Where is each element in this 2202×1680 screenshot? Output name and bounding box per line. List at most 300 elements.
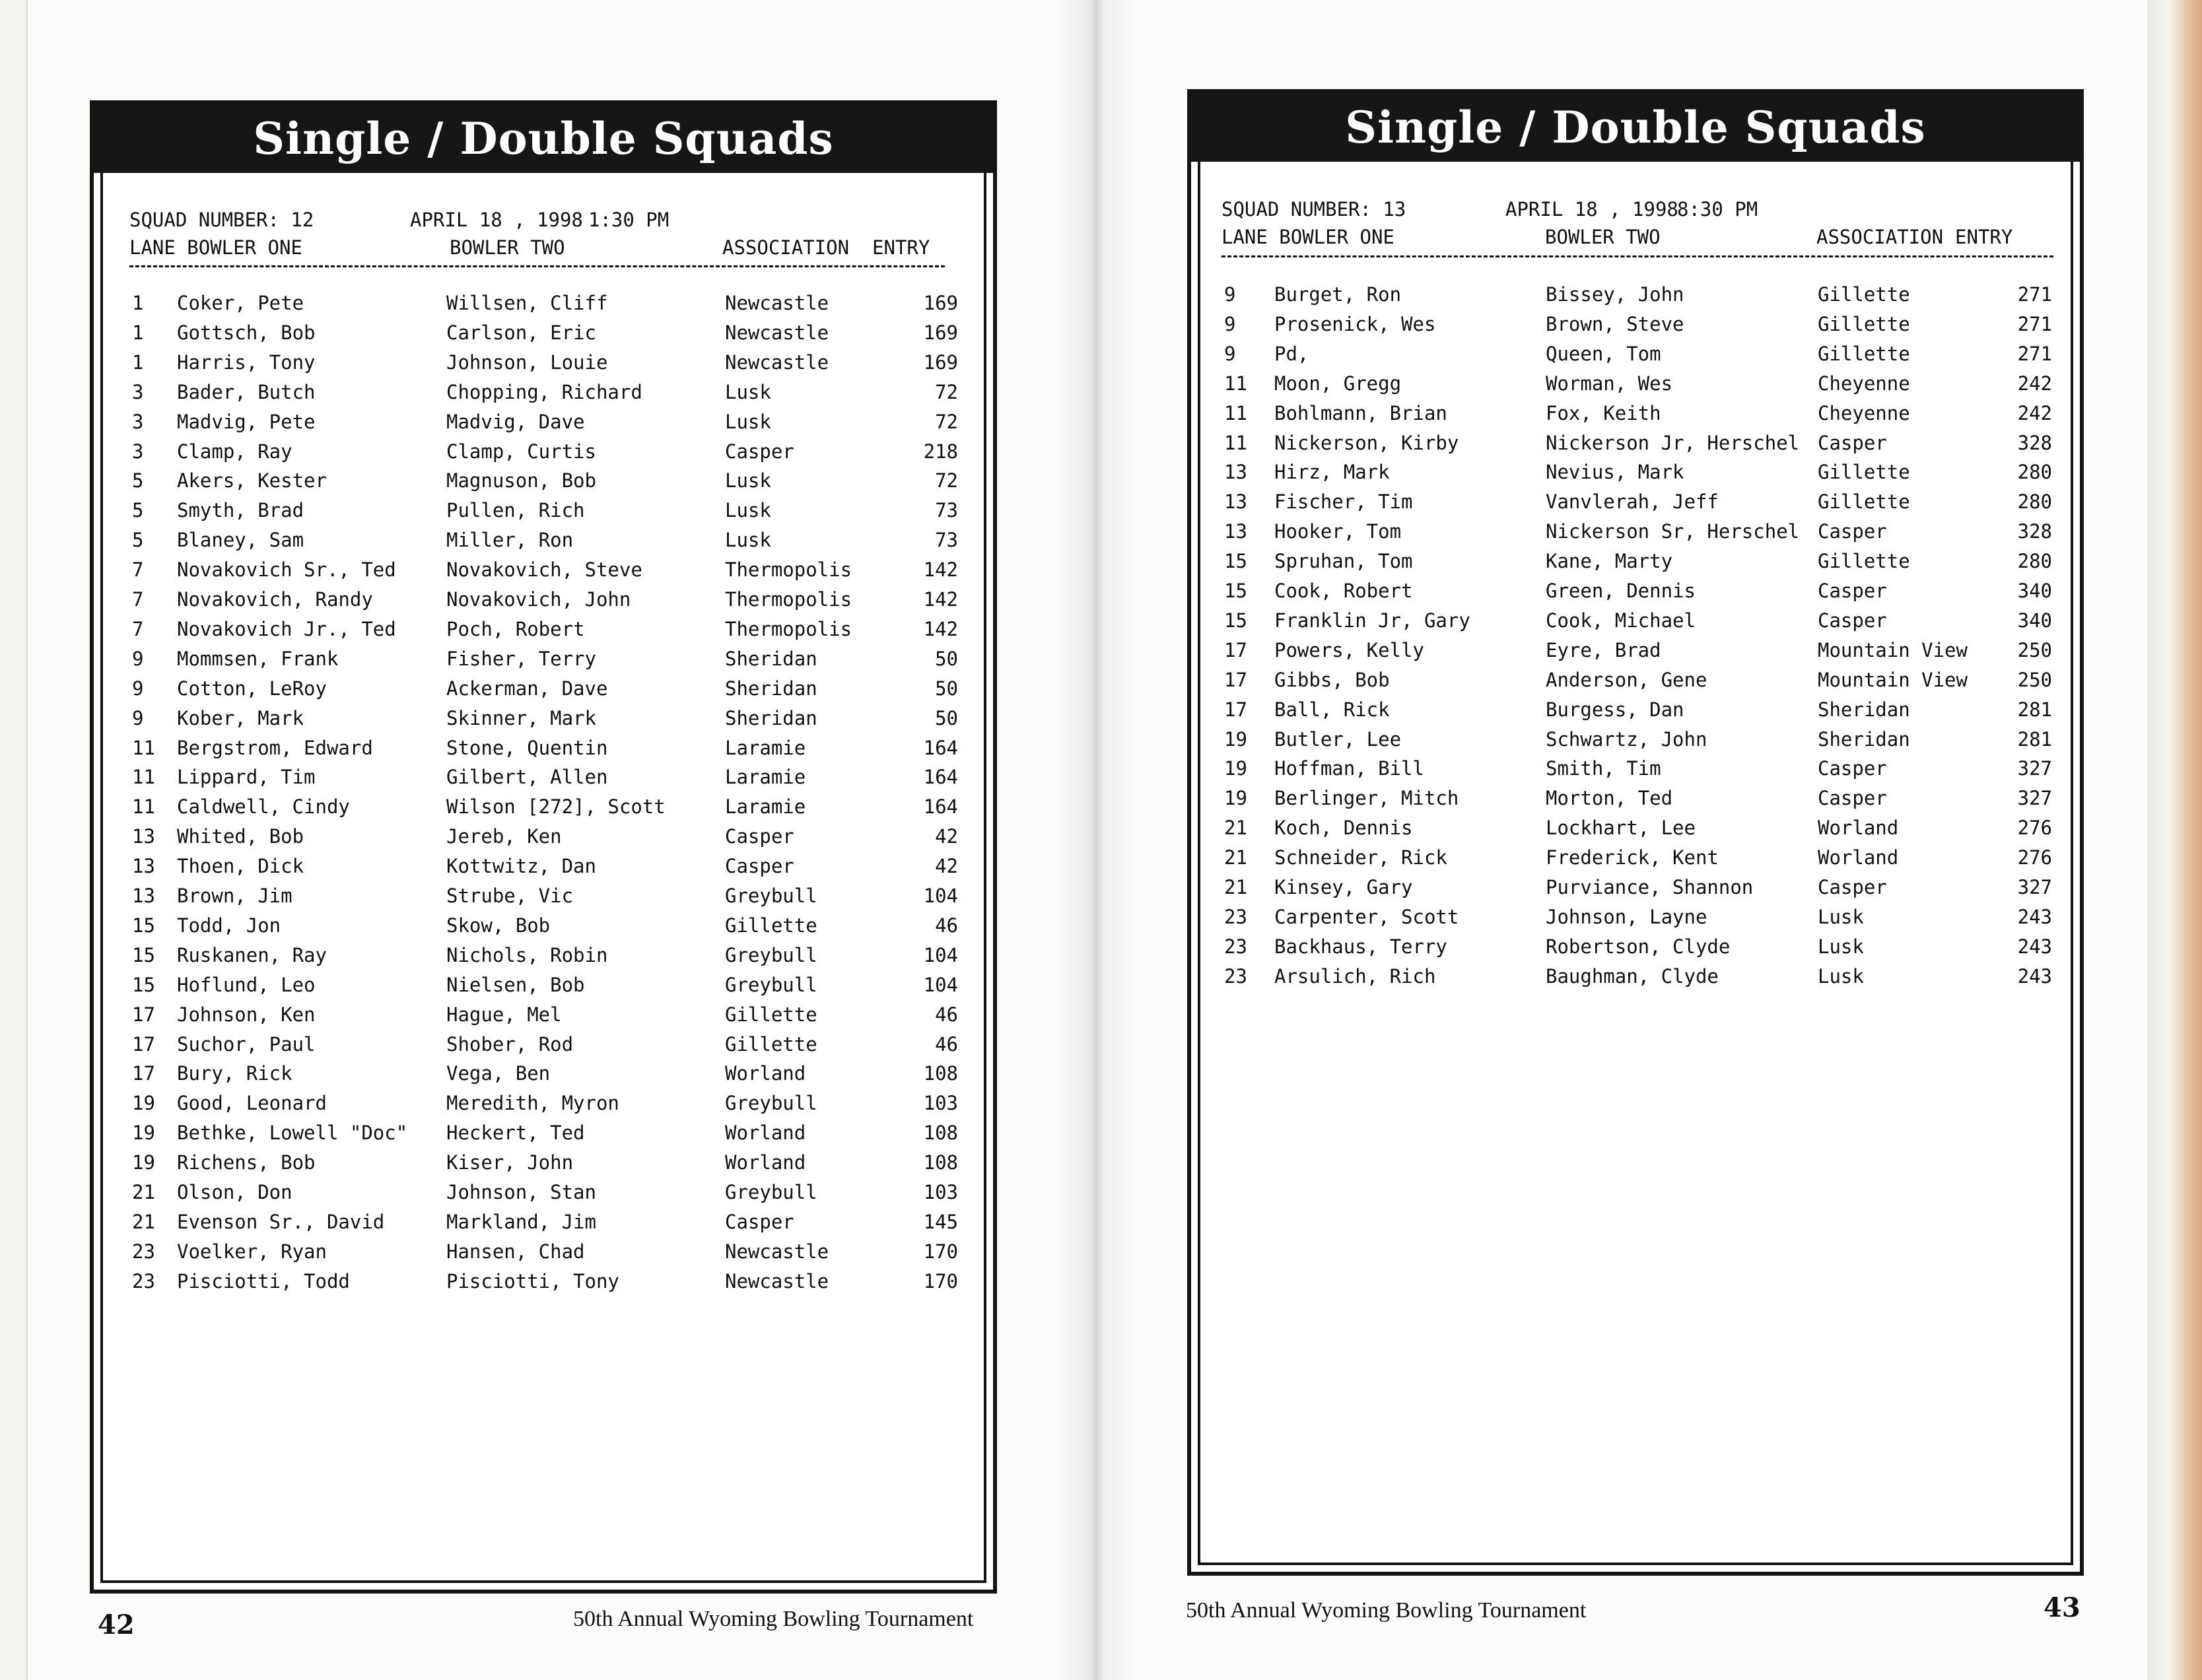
association: Lusk [1818,935,1864,958]
table-row [103,321,984,351]
bowler-one: Caldwell, Cindy [177,795,350,819]
table-row [103,469,984,499]
bowler-two: Purviance, Shannon [1546,876,1754,898]
table-row [103,707,984,737]
entry-number: 340 [2017,580,2052,602]
table-row [1200,669,2071,698]
association: Newcastle [725,1240,829,1263]
bowler-one: Hooker, Tom [1274,520,1402,543]
lane-number: 15 [1224,609,1247,632]
table-row [1200,728,2071,758]
association: Lusk [1818,905,1864,928]
entry-number: 72 [935,410,958,433]
footer-title-left: 50th Annual Wyoming Bowling Tournament [573,1607,974,1631]
association: Worland [1818,846,1899,869]
bowler-two: Kottwitz, Dan [446,855,596,878]
entry-number: 164 [923,736,958,759]
bowler-two: Burgess, Dan [1546,698,1684,721]
entry-number: 73 [935,499,958,522]
header-lane-bowler-one: LANE BOWLER ONE [129,236,302,259]
bowler-two: Madvig, Dave [446,410,585,433]
association: Newcastle [725,351,829,374]
bowler-two: Vega, Ben [446,1062,551,1085]
bowler-two: Smith, Tim [1546,757,1661,780]
entry-number: 50 [935,647,958,670]
lane-number: 23 [1224,964,1247,988]
bowler-two: Wilson [272], Scott [446,795,666,819]
entry-number: 104 [923,973,958,996]
lane-number: 23 [132,1240,155,1263]
bowler-one: Olson, Don [177,1181,292,1203]
bowler-one: Smyth, Brad [177,499,304,522]
lane-number: 15 [1224,550,1247,573]
bowler-two: Chopping, Richard [446,380,642,403]
bowler-two: Hague, Mel [446,1003,562,1026]
bowler-one: Ruskanen, Ray [177,943,327,966]
table-row [1200,906,2071,935]
entry-number: 327 [2017,876,2052,898]
entry-number: 243 [2017,964,2052,988]
table-row [103,914,984,944]
entry-number: 250 [2017,638,2052,661]
table-row [1200,817,2071,846]
lane-number: 17 [132,1062,155,1085]
table-row [103,825,984,855]
bowler-one: Gottsch, Bob [177,321,316,344]
bowler-two: Strube, Vic [446,885,574,907]
header-lane-bowler-one: LANE BOWLER ONE [1221,226,1394,248]
table-row [1200,313,2071,343]
lane-number: 21 [1224,817,1247,840]
association: Newcastle [725,292,829,314]
table-row [103,677,984,707]
association: Lusk [725,469,771,492]
table-row [103,1062,984,1092]
entry-number: 328 [2017,520,2052,543]
association: Sheridan [1818,727,1910,751]
banner-title: Single / Double Squads [1191,93,2080,162]
lane-number: 3 [132,410,144,433]
lane-number: 9 [1224,312,1236,335]
lane-number: 19 [1224,787,1247,810]
bowler-one: Clamp, Ray [177,440,292,463]
bowler-two: Nevius, Mark [1546,461,1684,484]
lane-number: 13 [132,825,155,848]
lane-number: 7 [132,617,144,640]
bowler-two: Miller, Ron [446,529,574,552]
association: Casper [1818,787,1887,810]
table-row [103,588,984,618]
table-row [1200,490,2071,520]
page-number-left: 42 [98,1609,135,1640]
bowler-two: Nichols, Robin [446,943,608,966]
footer-title-right: 50th Annual Wyoming Bowling Tournament [1186,1598,1587,1623]
association: Sheridan [725,706,817,729]
table-row [1200,876,2071,906]
bowler-two: Clamp, Curtis [446,440,596,463]
entry-number: 276 [2017,817,2052,840]
lane-number: 17 [132,1003,155,1026]
squad-date: APRIL 18 , 1998 [410,209,583,231]
lane-number: 5 [132,499,144,522]
bowler-one: Hirz, Mark [1274,461,1390,484]
table-row [1200,965,2071,995]
squad-number: SQUAD NUMBER: 13 [1221,198,1406,220]
bowler-one: Hoffman, Bill [1274,757,1424,780]
table-row [103,766,984,795]
entry-number: 108 [923,1122,958,1145]
bowler-two: Nickerson Jr, Herschel [1546,431,1800,454]
association: Laramie [725,736,806,759]
squad-13-list [1198,162,2073,1565]
entry-number: 280 [2017,550,2052,573]
association: Casper [1818,876,1887,898]
bowler-one: Voelker, Ryan [177,1240,327,1263]
bowler-two: Gilbert, Allen [446,766,608,789]
bowler-one: Harris, Tony [177,351,316,374]
entry-number: 276 [2017,846,2052,869]
bowler-two: Pisciotti, Tony [446,1269,619,1293]
bowler-one: Good, Leonard [177,1092,327,1115]
entry-number: 50 [935,706,958,729]
entry-number: 250 [2017,668,2052,691]
table-row [1200,372,2071,402]
lane-number: 13 [132,885,155,907]
entry-number: 242 [2017,401,2052,424]
bowler-two: Johnson, Louie [446,351,608,374]
lane-number: 23 [132,1269,155,1293]
bowler-two: Worman, Wes [1546,372,1673,395]
bowler-one: Bohlmann, Brian [1274,401,1447,424]
bowler-one: Koch, Dennis [1274,817,1413,840]
lane-number: 23 [1224,935,1247,958]
association: Worland [725,1122,806,1145]
squad-time: 8:30 PM [1677,198,1758,220]
bowler-two: Robertson, Clyde [1546,935,1731,958]
association: Casper [1818,609,1887,632]
entry-number: 142 [923,588,958,611]
table-row [103,558,984,588]
association: Greybull [725,1181,817,1203]
association: Greybull [725,1092,817,1115]
bowler-two: Pullen, Rich [446,499,585,522]
association: Sheridan [725,647,817,670]
bowler-two: Cook, Michael [1546,609,1696,632]
bowler-two: Frederick, Kent [1546,846,1719,869]
bowler-one: Pisciotti, Todd [177,1269,350,1293]
association: Worland [1818,817,1899,840]
entry-number: 327 [2017,757,2052,780]
table-row [1200,550,2071,580]
bowler-one: Cook, Robert [1274,580,1413,602]
lane-number: 15 [132,943,155,966]
bowler-one: Evenson Sr., David [177,1210,385,1233]
table-row [1200,580,2071,609]
lane-number: 19 [1224,757,1247,780]
entry-number: 169 [923,321,958,344]
table-row [103,1092,984,1122]
entry-number: 218 [923,440,958,463]
bowler-two: Morton, Ted [1546,787,1673,810]
bowler-two: Schwartz, John [1546,727,1707,751]
table-row [1200,787,2071,817]
squad-13-panel [1187,89,2084,1576]
association: Worland [725,1062,806,1085]
bowler-one: Spruhan, Tom [1274,550,1413,573]
bowler-one: Novakovich, Randy [177,588,373,611]
lane-number: 7 [132,588,144,611]
bowler-one: Backhaus, Terry [1274,935,1447,958]
bowler-one: Johnson, Ken [177,1003,316,1026]
entry-number: 108 [923,1151,958,1174]
lane-number: 17 [1224,668,1247,691]
table-row [103,1270,984,1300]
bowler-two: Anderson, Gene [1546,668,1707,691]
bowler-two: Eyre, Brad [1546,638,1661,661]
table-row [103,351,984,381]
bowler-two: Carlson, Eric [446,321,596,344]
bowler-one: Pd, [1274,342,1309,365]
lane-number: 5 [132,529,144,552]
table-row [1200,283,2071,313]
bowler-one: Lippard, Tim [177,766,316,789]
bowler-one: Kober, Mark [177,706,304,729]
lane-number: 11 [132,766,155,789]
entry-number: 328 [2017,431,2052,454]
entry-number: 46 [935,1003,958,1026]
bowler-one: Gibbs, Bob [1274,668,1390,691]
lane-number: 21 [1224,876,1247,898]
lane-number: 11 [1224,372,1247,395]
lane-number: 21 [1224,846,1247,869]
bowler-one: Berlinger, Mitch [1274,787,1459,810]
entry-number: 243 [2017,935,2052,958]
entry-number: 108 [923,1062,958,1085]
entry-number: 281 [2017,698,2052,721]
page-number-right: 43 [2044,1592,2081,1623]
bowler-one: Brown, Jim [177,885,292,907]
entry-number: 280 [2017,490,2052,514]
header-association: ASSOCIATION [1816,226,1944,248]
table-row [1200,432,2071,461]
table-row [103,1033,984,1063]
bowler-one: Cotton, LeRoy [177,677,327,700]
bowler-one: Blaney, Sam [177,529,304,552]
association: Greybull [725,973,817,996]
entry-number: 280 [2017,461,2052,484]
table-row [103,855,984,885]
lane-number: 5 [132,469,144,492]
table-row [103,381,984,411]
association: Casper [1818,580,1887,602]
lane-number: 17 [132,1032,155,1056]
table-row [103,618,984,648]
lane-number: 9 [132,706,144,729]
bowler-two: Johnson, Stan [446,1181,596,1203]
entry-number: 50 [935,677,958,700]
bowler-one: Akers, Kester [177,469,327,492]
lane-number: 15 [132,914,155,937]
bowler-one: Moon, Gregg [1274,372,1402,395]
bowler-two: Fox, Keith [1546,401,1661,424]
association: Casper [1818,757,1887,780]
entry-number: 46 [935,914,958,937]
association: Mountain View [1818,668,1968,691]
header-divider [1221,255,2053,257]
bowler-two: Meredith, Myron [446,1092,619,1115]
table-row [103,1181,984,1211]
table-row [103,1122,984,1151]
bowler-two: Lockhart, Lee [1546,817,1696,840]
lane-number: 21 [132,1210,155,1233]
lane-number: 17 [1224,638,1247,661]
association: Worland [725,1151,806,1174]
lane-number: 11 [132,736,155,759]
association: Gillette [1818,461,1910,484]
association: Gillette [1818,342,1910,365]
lane-number: 17 [1224,698,1247,721]
table-row [103,499,984,529]
table-row [1200,343,2071,372]
entry-number: 42 [935,825,958,848]
entry-number: 169 [923,351,958,374]
lane-number: 11 [132,795,155,819]
association: Gillette [725,1032,817,1056]
entry-number: 243 [2017,905,2052,928]
bowler-two: Brown, Steve [1546,312,1684,335]
lane-number: 9 [1224,342,1236,365]
association: Greybull [725,943,817,966]
lane-number: 13 [1224,520,1247,543]
bowler-two: Hansen, Chad [446,1240,585,1263]
entry-number: 73 [935,529,958,552]
association: Greybull [725,885,817,907]
bowler-two: Willsen, Cliff [446,292,608,314]
bowler-two: Markland, Jim [446,1210,596,1233]
entry-number: 271 [2017,342,2052,365]
association: Gillette [1818,550,1910,573]
bowler-two: Heckert, Ted [446,1122,585,1145]
lane-number: 3 [132,440,144,463]
lane-number: 15 [132,973,155,996]
bowler-one: Nickerson, Kirby [1274,431,1459,454]
lane-number: 19 [132,1122,155,1145]
table-row [103,1240,984,1270]
lane-number: 19 [132,1092,155,1115]
entry-number: 271 [2017,312,2052,335]
table-row [103,885,984,914]
association: Cheyenne [1818,372,1910,395]
banner-title: Single / Double Squads [94,104,993,173]
lane-number: 11 [1224,401,1247,424]
bowler-one: Powers, Kelly [1274,638,1424,661]
bowler-two: Green, Dennis [1546,580,1696,602]
bowler-one: Schneider, Rick [1274,846,1447,869]
table-row [1200,520,2071,550]
bowler-one: Thoen, Dick [177,855,304,878]
squad-number: SQUAD NUMBER: 12 [129,209,314,231]
table-row [103,292,984,321]
squad-12-list [100,173,986,1583]
book-gutter [1056,0,1136,1680]
association: Gillette [1818,312,1910,335]
table-row [1200,639,2071,669]
bowler-two: Ackerman, Dave [446,677,608,700]
lane-number: 3 [132,380,144,403]
association: Casper [1818,431,1887,454]
table-row [1200,757,2071,787]
bowler-two: Nickerson Sr, Herschel [1546,520,1800,543]
bowler-one: Novakovich Sr., Ted [177,558,396,582]
association: Casper [1818,520,1887,543]
association: Laramie [725,766,806,789]
table-row [103,648,984,677]
entry-number: 104 [923,885,958,907]
bowler-two: Kiser, John [446,1151,574,1174]
entry-number: 72 [935,469,958,492]
lane-number: 21 [132,1181,155,1203]
lane-number: 1 [132,351,144,374]
association: Gillette [1818,490,1910,514]
association: Gillette [725,914,817,937]
lane-number: 11 [1224,431,1247,454]
bowler-one: Burget, Ron [1274,283,1402,306]
bowler-one: Arsulich, Rich [1274,964,1436,988]
lane-number: 13 [1224,490,1247,514]
entry-number: 103 [923,1181,958,1203]
association: Newcastle [725,321,829,344]
entry-number: 281 [2017,727,2052,751]
association: Cheyenne [1818,401,1910,424]
bowler-two: Johnson, Layne [1546,905,1707,928]
bowler-one: Fischer, Tim [1274,490,1413,514]
association: Casper [725,440,794,463]
squad-date: APRIL 18 , 1998 [1505,198,1678,220]
table-row [103,529,984,558]
bowler-two: Skow, Bob [446,914,551,937]
header-entry: ENTRY [1955,226,2013,248]
association: Lusk [725,529,771,552]
bowler-two: Stone, Quentin [446,736,608,759]
bowler-one: Todd, Jon [177,914,281,937]
lane-number: 13 [132,855,155,878]
bowler-one: Bergstrom, Edward [177,736,373,759]
lane-number: 1 [132,321,144,344]
bowler-one: Butler, Lee [1274,727,1402,751]
lane-number: 9 [132,677,144,700]
bowler-one: Novakovich Jr., Ted [177,617,396,640]
bowler-two: Jereb, Ken [446,825,562,848]
entry-number: 164 [923,795,958,819]
bowler-two: Skinner, Mark [446,706,596,729]
entry-number: 242 [2017,372,2052,395]
table-row [1200,461,2071,490]
squad-time: 1:30 PM [588,209,670,231]
entry-number: 46 [935,1032,958,1056]
association: Lusk [725,410,771,433]
association: Lusk [1818,964,1864,988]
association: Sheridan [725,677,817,700]
header-bowler-two: BOWLER TWO [1545,226,1661,248]
table-row [1200,609,2071,639]
table-row [103,1003,984,1033]
page-edge [2147,0,2202,1680]
bowler-one: Madvig, Pete [177,410,316,433]
entry-number: 104 [923,943,958,966]
association: Casper [725,855,794,878]
lane-number: 9 [132,647,144,670]
association: Lusk [725,499,771,522]
